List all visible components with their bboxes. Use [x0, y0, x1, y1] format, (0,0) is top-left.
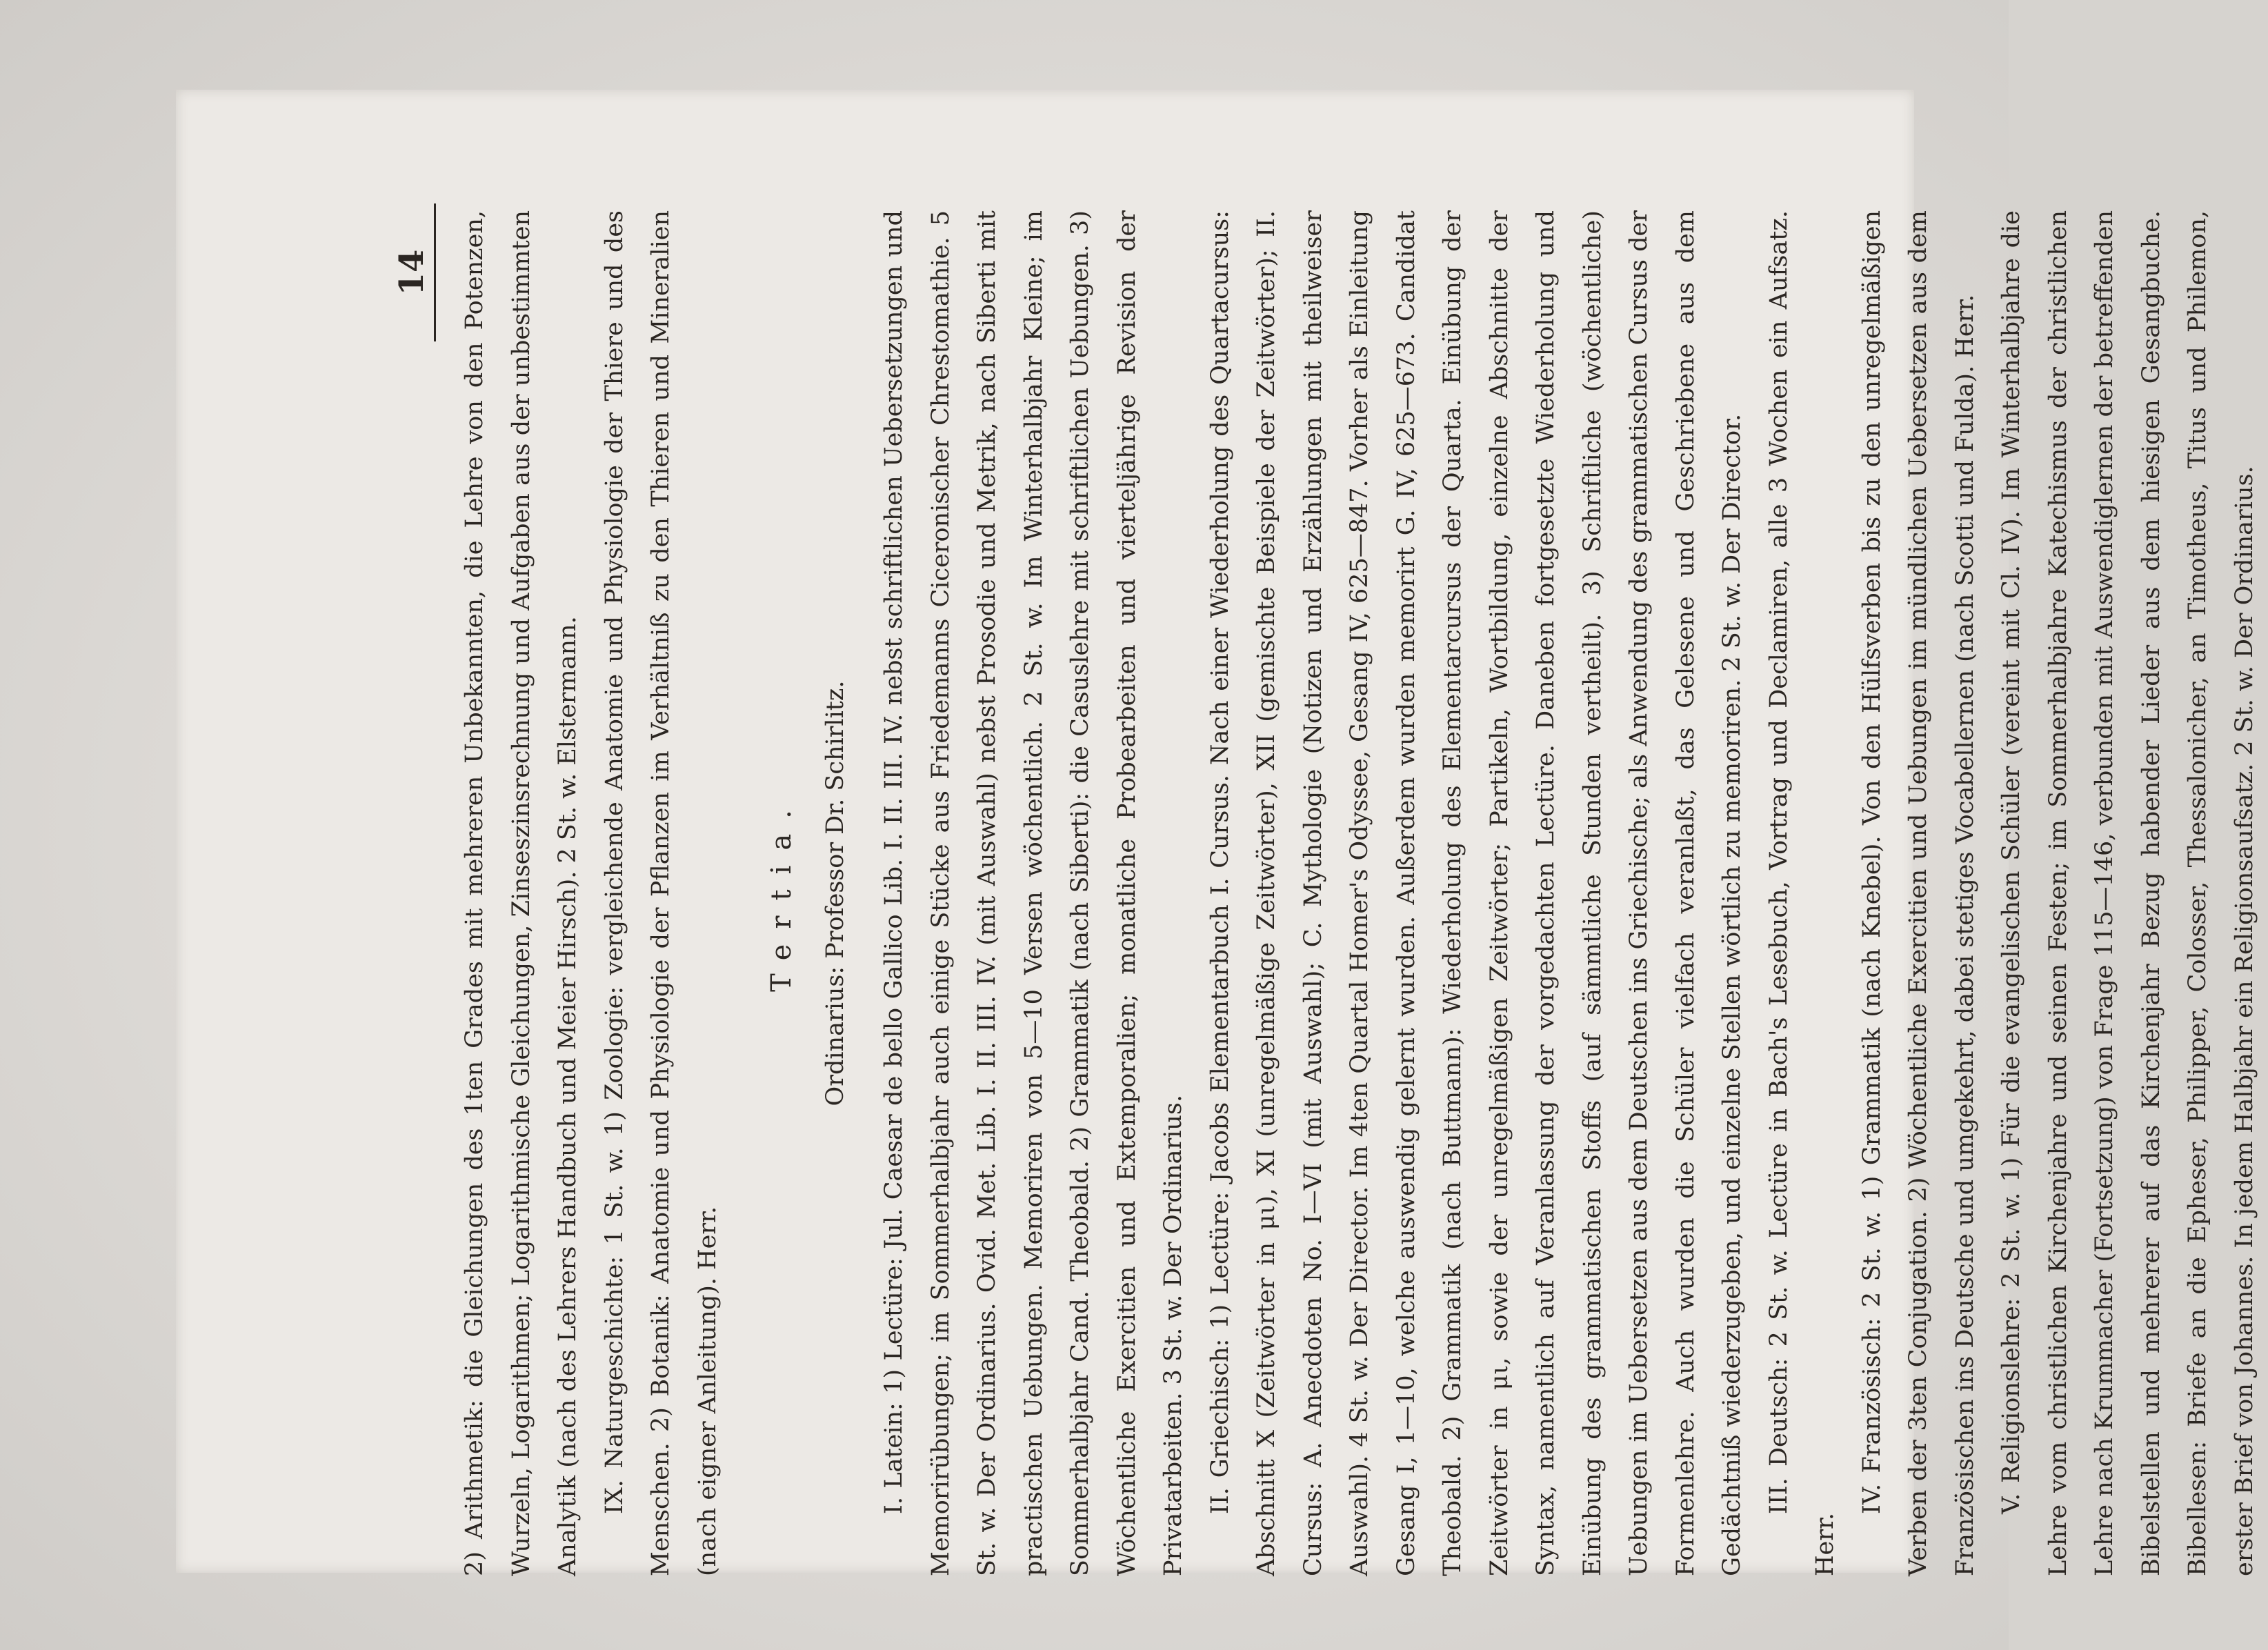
paragraph-latein: I. Latein: 1) Lectüre: Jul. Caesar de bello Gallico Lib. I. II. III. IV. nebst schriftlichen Uebersetzungen und Memorirübungen; im Sommerhalbjahr auch einige Stücke aus Friedemanns Ciceronischer Chrestomathie. 5 St. w. Der Ordinarius. Ovid. Met. Lib. I. II. III. IV. (mit Auswahl) nebst Prosodie und Metrik, nach Siberti mit practischen Uebungen. Memoriren von 5—10 Versen wöchentlich. 2 St. w. Im Winterhalbjahr Kleine; im Sommerhalbjahr Cand. Theobald. 2) Grammatik (nach Siberti): die Casuslehre mit schriftlichen Uebungen. 3) Wöchentliche Exercitien und Extemporalien; monatliche Probearbeiten und vierteljährige Revision der Privatarbeiten. 3 St. w. Der Ordinarius. [880, 210, 1187, 1576]
body-text [452, 210, 2268, 1576]
paragraph-deutsch: III. Deutsch: 2 St. w. Lectüre in Bach's Lesebuch, Vortrag und Declamiren, alle 3 Wochen ein Aufsatz. Herr. [1764, 210, 1839, 1576]
paragraph-franzoesisch: IV. Französisch: 2 St. w. 1) Grammatik (nach Knebel). Von den Hülfsverben bis zu den unregelmäßigen Verben der 3ten Conjugation. 2) Wöchentliche Exercitien und Uebungen im mündlichen Uebersetzen aus dem Französischen ins Deutsche und umgekehrt, dabei stetiges Vocabellernen (nach Scotti und Fulda). Herr. [1858, 210, 1979, 1576]
page-number: 14 [390, 203, 436, 341]
rotated-page-content [376, 183, 2258, 1604]
ordinarius-line: Ordinarius: Professor Dr. Schirlitz. [821, 680, 849, 1106]
paragraph-religionslehre: V. Religionslehre: 2 St. w. 1) Für die evangelischen Schüler (vereint mit Cl. IV). Im Winterhalbjahre die Lehre vom christlichen Kirchenjahre und seinen Festen; im Sommerhalbjahre Katechismus der christlichen Lehre nach Krummacher (Fortsetzung) von Frage 115—146, verbunden mit Auswendiglernen der betreffenden Bibelstellen und mehrerer auf das Kirchenjahr Bezug habender Lieder aus dem hiesigen Gesangbuche. Bibellesen: Briefe an die Epheser, Philipper, Colosser, Thessalonicher, an Timotheus, Titus und Philemon, erster Brief von Johannes. In jedem Halbjahr ein Religionsaufsatz. 2 St. w. Der Ordinarius. [1998, 210, 2258, 1576]
document-page [176, 90, 2258, 1576]
section-title: Tertia. [766, 795, 797, 992]
paragraph-arithmetik: 2) Arithmetik: die Gleichungen des 1ten Grades mit mehreren Unbekannten, die Lehre von den Potenzen, Wurzeln, Logarithmen; Logarithmische Gleichungen, Zinseszinsrechnung und Aufgaben aus der unbestimmten Analytik (nach des Lehrers Handbuch und Meier Hirsch). 2 St. w. Elstermann. [461, 210, 581, 1576]
paragraph-griechisch: II. Griechisch: 1) Lectüre: Jacobs Elementarbuch I. Cursus. Nach einer Wiederholung des Quartacursus: Abschnitt X (Zeitwörter in μι), XI (unregelmäßige Zeitwörter), XII (gemischte Beispiele der Zeitwörter); II. Cursus: A. Anecdoten No. I—VI (mit Auswahl); C. Mythologie (Notizen und Erzählungen mit theilweiser Auswahl). 4 St. w. Der Director. Im 4ten Quartal Homer's Odyssee, Gesang IV, 625—847. Vorher als Einleitung Gesang I, 1—10, welche auswendig gelernt wurden. Außerdem wurden memorirt G. IV, 625—673. Candidat Theobald. 2) Grammatik (nach Buttmann): Wiederholung des Elementarcursus der Quarta. Einübung der Zeitwörter in μι, sowie der unregelmäßigen Zeitwörter; Partikeln, Wortbildung, einzelne Abschnitte der Syntax, namentlich auf Veranlassung der vorgedachten Lectüre. Daneben fortgesetzte Wiederholung und Einübung des grammatischen Stoffs (auf sämmtliche Stunden vertheilt). 3) Schriftliche (wöchentliche) Uebungen im Uebersetzen aus dem Deutschen ins Griechische; als Anwendung des grammatischen Cursus der Formenlehre. Auch wurden die Schüler vielfach veranlaßt, das Gelesene und Geschriebene aus dem Gedächtniß wiederzugeben, und einzelne Stellen wörtlich zu memoriren. 2 St. w. Der Director. [1206, 210, 1746, 1576]
paragraph-naturgeschichte: IX. Naturgeschichte: 1 St. w. 1) Zoologie: vergleichende Anatomie und Physiologie der Thiere und des Menschen. 2) Botanik: Anatomie und Physiologie der Pflanzen im Verhältniß zu den Thieren und Mineralien (nach eigner Anleitung). Herr. [600, 210, 722, 1576]
page-content [376, 183, 2258, 1604]
